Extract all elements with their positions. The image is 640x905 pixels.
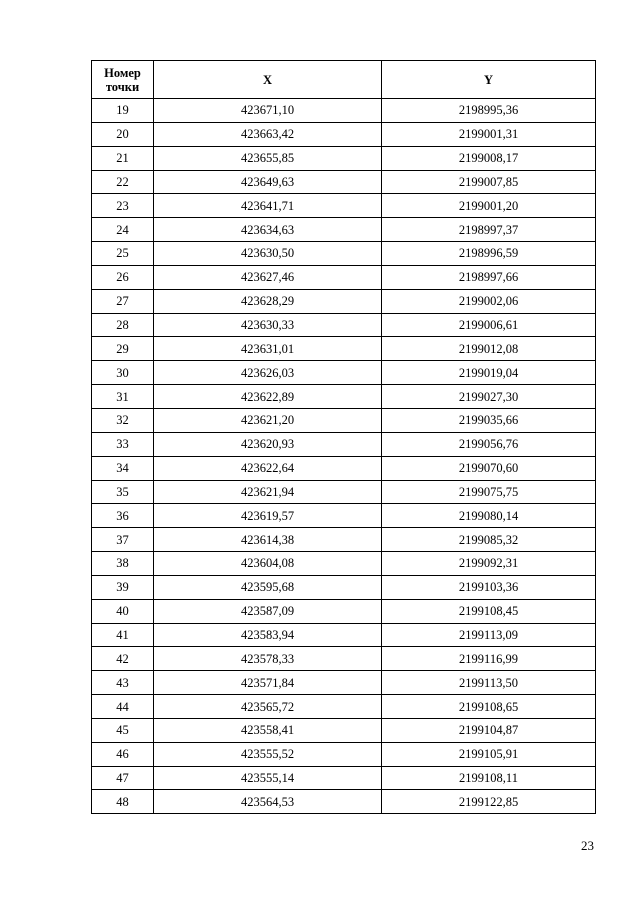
- table-row: [92, 766, 596, 790]
- table-row: [92, 242, 596, 266]
- table-row: [92, 552, 596, 576]
- table-row: [92, 122, 596, 146]
- table-row: [92, 671, 596, 695]
- y-coordinate-cell: 2199035,66: [382, 408, 596, 432]
- x-coordinate-cell: 423558,41: [154, 718, 382, 742]
- y-coordinate-cell: 2199108,11: [382, 766, 596, 790]
- table-row: [92, 385, 596, 409]
- y-coordinate-cell: 2199019,04: [382, 361, 596, 385]
- coordinates-table: [91, 60, 596, 814]
- point-number-cell: 42: [92, 647, 154, 671]
- y-coordinate-cell: 2199002,06: [382, 289, 596, 313]
- y-coordinate-cell: 2199001,31: [382, 122, 596, 146]
- x-coordinate-cell: 423628,29: [154, 289, 382, 313]
- point-number-cell: 43: [92, 671, 154, 695]
- header-point-number: Номер точки: [92, 61, 154, 99]
- y-coordinate-cell: 2199113,09: [382, 623, 596, 647]
- y-coordinate-cell: 2198995,36: [382, 99, 596, 123]
- point-number-cell: 45: [92, 718, 154, 742]
- y-coordinate-cell: 2198997,66: [382, 265, 596, 289]
- table-row: [92, 337, 596, 361]
- y-coordinate-cell: 2198997,37: [382, 218, 596, 242]
- y-coordinate-cell: 2199105,91: [382, 742, 596, 766]
- x-coordinate-cell: 423622,89: [154, 385, 382, 409]
- table-row: [92, 742, 596, 766]
- x-coordinate-cell: 423619,57: [154, 504, 382, 528]
- page-number: 23: [581, 838, 594, 853]
- table-row: [92, 408, 596, 432]
- y-coordinate-cell: 2199006,61: [382, 313, 596, 337]
- header-x: X: [154, 61, 382, 99]
- x-coordinate-cell: 423555,14: [154, 766, 382, 790]
- point-number-cell: 40: [92, 599, 154, 623]
- point-number-cell: 41: [92, 623, 154, 647]
- y-coordinate-cell: 2199080,14: [382, 504, 596, 528]
- table-row: [92, 599, 596, 623]
- point-number-cell: 29: [92, 337, 154, 361]
- table-row: [92, 695, 596, 719]
- table-row: [92, 194, 596, 218]
- y-coordinate-cell: 2199113,50: [382, 671, 596, 695]
- x-coordinate-cell: 423595,68: [154, 575, 382, 599]
- point-number-cell: 47: [92, 766, 154, 790]
- table-row: [92, 170, 596, 194]
- table-row: [92, 146, 596, 170]
- x-coordinate-cell: 423555,52: [154, 742, 382, 766]
- table-row: [92, 575, 596, 599]
- table-row: [92, 480, 596, 504]
- x-coordinate-cell: 423641,71: [154, 194, 382, 218]
- table-row: [92, 432, 596, 456]
- y-coordinate-cell: 2199027,30: [382, 385, 596, 409]
- point-number-cell: 35: [92, 480, 154, 504]
- point-number-cell: 30: [92, 361, 154, 385]
- y-coordinate-cell: 2199122,85: [382, 790, 596, 814]
- point-number-cell: 22: [92, 170, 154, 194]
- x-coordinate-cell: 423671,10: [154, 99, 382, 123]
- table-body: [92, 99, 596, 814]
- x-coordinate-cell: 423622,64: [154, 456, 382, 480]
- x-coordinate-cell: 423631,01: [154, 337, 382, 361]
- table-row: [92, 265, 596, 289]
- point-number-cell: 19: [92, 99, 154, 123]
- point-number-cell: 25: [92, 242, 154, 266]
- x-coordinate-cell: 423634,63: [154, 218, 382, 242]
- point-number-cell: 37: [92, 528, 154, 552]
- point-number-cell: 46: [92, 742, 154, 766]
- table-row: [92, 528, 596, 552]
- point-number-cell: 38: [92, 552, 154, 576]
- x-coordinate-cell: 423621,94: [154, 480, 382, 504]
- y-coordinate-cell: 2199001,20: [382, 194, 596, 218]
- y-coordinate-cell: 2199108,45: [382, 599, 596, 623]
- y-coordinate-cell: 2199116,99: [382, 647, 596, 671]
- point-number-cell: 26: [92, 265, 154, 289]
- table-row: [92, 623, 596, 647]
- x-coordinate-cell: 423630,33: [154, 313, 382, 337]
- x-coordinate-cell: 423614,38: [154, 528, 382, 552]
- x-coordinate-cell: 423564,53: [154, 790, 382, 814]
- point-number-cell: 21: [92, 146, 154, 170]
- table-row: [92, 456, 596, 480]
- y-coordinate-cell: 2199075,75: [382, 480, 596, 504]
- y-coordinate-cell: 2198996,59: [382, 242, 596, 266]
- table-row: [92, 289, 596, 313]
- x-coordinate-cell: 423627,46: [154, 265, 382, 289]
- point-number-cell: 34: [92, 456, 154, 480]
- y-coordinate-cell: 2199012,08: [382, 337, 596, 361]
- y-coordinate-cell: 2199007,85: [382, 170, 596, 194]
- x-coordinate-cell: 423620,93: [154, 432, 382, 456]
- point-number-cell: 20: [92, 122, 154, 146]
- y-coordinate-cell: 2199103,36: [382, 575, 596, 599]
- x-coordinate-cell: 423649,63: [154, 170, 382, 194]
- point-number-cell: 36: [92, 504, 154, 528]
- point-number-cell: 28: [92, 313, 154, 337]
- table-row: [92, 99, 596, 123]
- table-row: [92, 790, 596, 814]
- x-coordinate-cell: 423621,20: [154, 408, 382, 432]
- y-coordinate-cell: 2199070,60: [382, 456, 596, 480]
- header-y: Y: [382, 61, 596, 99]
- table-row: [92, 504, 596, 528]
- y-coordinate-cell: 2199008,17: [382, 146, 596, 170]
- x-coordinate-cell: 423587,09: [154, 599, 382, 623]
- x-coordinate-cell: 423565,72: [154, 695, 382, 719]
- point-number-cell: 33: [92, 432, 154, 456]
- point-number-cell: 23: [92, 194, 154, 218]
- x-coordinate-cell: 423655,85: [154, 146, 382, 170]
- point-number-cell: 44: [92, 695, 154, 719]
- point-number-cell: 48: [92, 790, 154, 814]
- table-row: [92, 718, 596, 742]
- table-row: [92, 647, 596, 671]
- point-number-cell: 39: [92, 575, 154, 599]
- point-number-cell: 27: [92, 289, 154, 313]
- y-coordinate-cell: 2199056,76: [382, 432, 596, 456]
- x-coordinate-cell: 423630,50: [154, 242, 382, 266]
- x-coordinate-cell: 423626,03: [154, 361, 382, 385]
- table-row: [92, 218, 596, 242]
- point-number-cell: 31: [92, 385, 154, 409]
- x-coordinate-cell: 423663,42: [154, 122, 382, 146]
- x-coordinate-cell: 423583,94: [154, 623, 382, 647]
- x-coordinate-cell: 423604,08: [154, 552, 382, 576]
- x-coordinate-cell: 423578,33: [154, 647, 382, 671]
- point-number-cell: 32: [92, 408, 154, 432]
- y-coordinate-cell: 2199092,31: [382, 552, 596, 576]
- point-number-cell: 24: [92, 218, 154, 242]
- table-header-row: [92, 61, 596, 99]
- table-row: [92, 361, 596, 385]
- y-coordinate-cell: 2199104,87: [382, 718, 596, 742]
- x-coordinate-cell: 423571,84: [154, 671, 382, 695]
- y-coordinate-cell: 2199085,32: [382, 528, 596, 552]
- y-coordinate-cell: 2199108,65: [382, 695, 596, 719]
- table-row: [92, 313, 596, 337]
